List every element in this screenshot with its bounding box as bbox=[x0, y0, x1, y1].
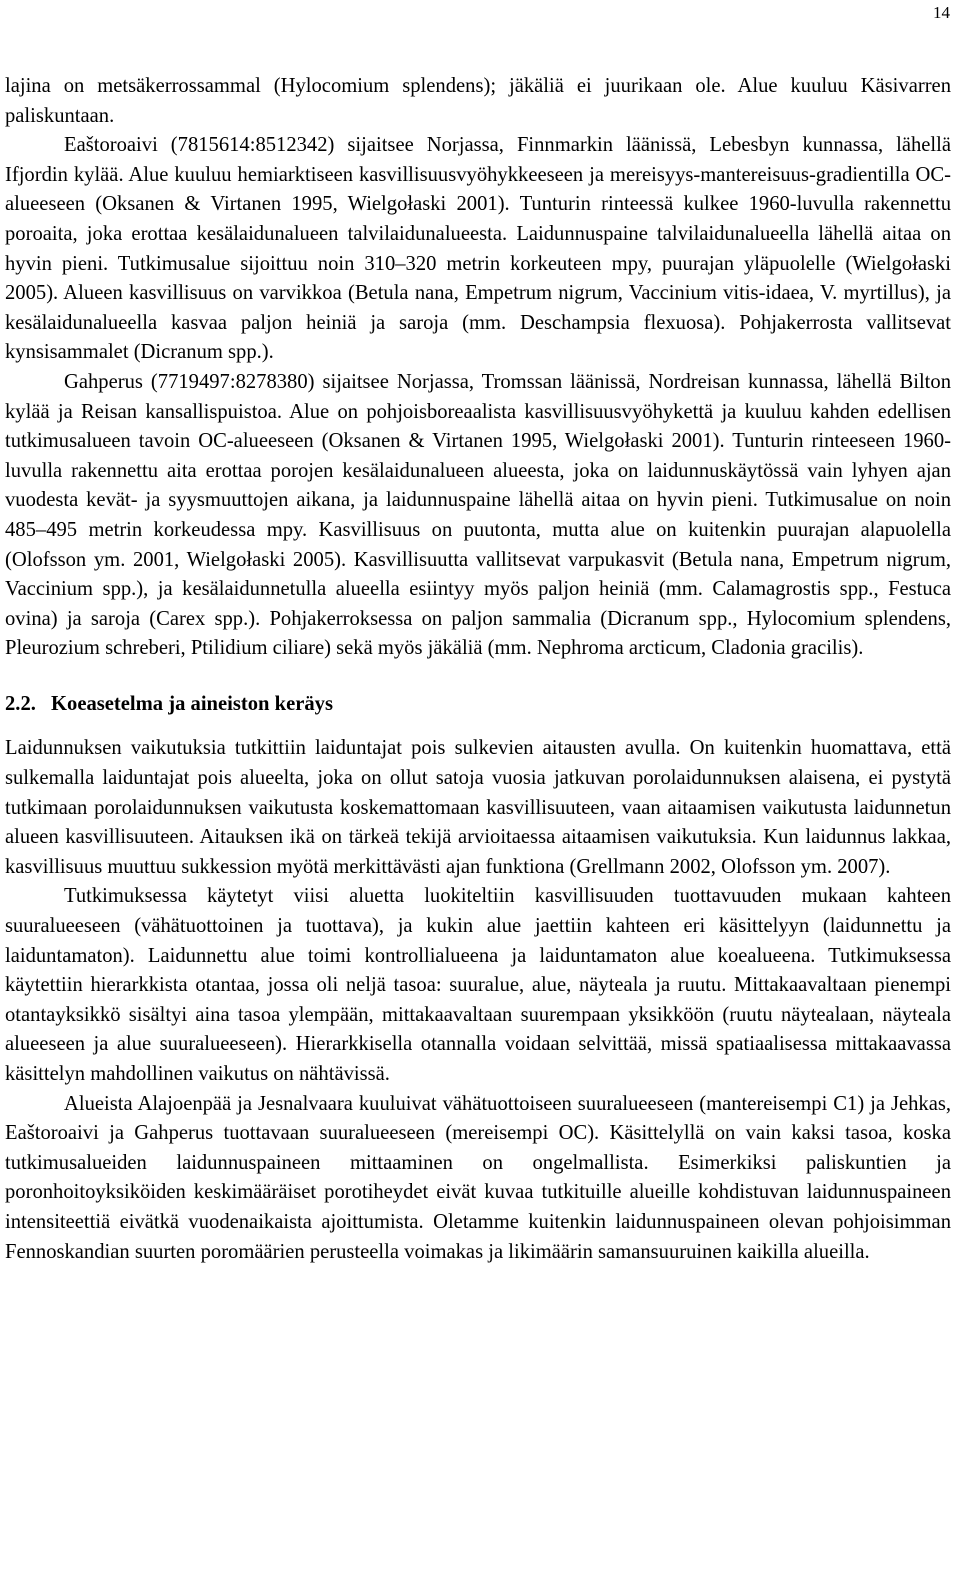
paragraph: Tutkimuksessa käytetyt viisi aluetta luokiteltiin kasvillisuuden tuottavuuden mukaan kahteen suuralueeseen (vähätuottoinen ja tuottava), ja kukin alue jaettiin kahteen eri käsittelyyn (laidunnettu ja laiduntamaton). Laidunnettu alue toimi kontrollialueena ja laiduntamaton alue koealueena. Tutkimuksessa käytettiin hierarkkista otantaa, jossa oli neljä tasoa: suuralue, alue, näyteala ja ruutu. Mittakaavaltaan pienempi otantayksikkö sisältyi aina tasoa ylempään, mittakaavaltaan suurempaan yksikköön (ruutu näytealaan, näyteala alueeseen ja alue suuralueeseen). Hierarkkisella otannalla voidaan selvittää, missä spatiaalisessa mittakaavassa käsittelyn mahdollinen vaikutus on nähtävissä. bbox=[5, 885, 951, 1085]
section-number: 2.2. bbox=[5, 692, 36, 715]
section-title: Koeasetelma ja aineiston keräys bbox=[51, 692, 333, 715]
paragraph: Alueista Alajoenpää ja Jesnalvaara kuuluivat vähätuottoiseen suuralueeseen (mantereisempi C1) ja Jehkas, Eaštoroaivi ja Gahperus tuottavaan suuralueeseen (mereisempi OC). Käsittelyllä on vain kaksi tasoa, koska tutkimusalueiden laidunnuspaineen mittaaminen on ongelmallista. Esimerkiksi paliskuntien ja poronhoitoyksiköiden keskimääräiset porotiheydet eivät kuvaa tutkituille alueille kohdistuvan laidunnuspaineen intensiteettiä eivätkä vuodenaikaista ajoittumista. Oletamme kuitenkin laidunnuspaineen olevan pohjoisimman Fennoskandian suurten poromäärien perusteella voimakas ja likimäärin samansuuruinen kaikilla alueilla. bbox=[5, 1092, 951, 1263]
section-heading bbox=[5, 690, 951, 720]
paragraph: Eaštoroaivi (7815614:8512342) sijaitsee Norjassa, Finnmarkin läänissä, Lebesbyn kunnassa, lähellä Ifjordin kylää. Alue kuuluu hemiarktiseen kasvillisuusvyöhykkeeseen ja mereisyys-mantereisuus-gradientilla OC-alueeseen (Oksanen & Virtanen 1995, Wielgołaski 2001). Tunturin rinteessä kulkee 1960-luvulla rakennettu poroaita, joka erottaa kesälaidunalueen talvilaidunalueesta. Laidunnuspaine talvilaidunalueella lähellä aitaa on hyvin pieni. Tutkimusalue sijoittuu noin 310–320 metrin korkeuteen mpy, puurajan yläpuolelle (Wielgołaski 2005). Alueen kasvillisuus on varvikkoa (Betula nana, Empetrum nigrum, Vaccinium vitis-idaea, V. myrtillus), ja kesälaidunalueella kasvaa paljon heiniä ja saroja (mm. Deschampsia flexuosa). Pohjakerrosta vallitsevat kynsisammalet (Dicranum spp.). bbox=[5, 134, 951, 364]
paragraph: lajina on metsäkerrossammal (Hylocomium splendens); jäkäliä ei juurikaan ole. Alue kuuluu Käsivarren paliskuntaan. bbox=[5, 75, 951, 127]
body-text bbox=[5, 72, 951, 1267]
paragraph: Laidunnuksen vaikutuksia tutkittiin laiduntajat pois sulkevien aitausten avulla. On kuitenkin huomattava, että sulkemalla laiduntajat pois alueelta, joka on ollut satoja vuosia jatkuvan porolaidunnuksen alaisena, ei pystytä tutkimaan porolaidunnuksen vaikutusta koskemattomaan kasvillisuuteen, vaan aitaamisen vaikutusta laidunnetun alueen kasvillisuuteen. Aitauksen ikä on tärkeä tekijä arvioitaessa aitaamisen vaikutuksia. Kun laidunnus lakkaa, kasvillisuus muuttuu sukkession myötä merkittävästi ajan funktiona (Grellmann 2002, Olofsson ym. 2007). bbox=[5, 737, 951, 878]
paragraph: Gahperus (7719497:8278380) sijaitsee Norjassa, Tromssan läänissä, Nordreisan kunnassa, lähellä Bilton kylää ja Reisan kansallispuistoa. Alue on pohjoisboreaalista kasvillisuusvyöhykettä ja kuuluu kahden edellisen tutkimusalueen tavoin OC-alueeseen (Oksanen & Virtanen 1995, Wielgołaski 2001). Tunturin rinteeseen 1960-luvulla rakennettu aita erottaa porojen kesälaidunalueen alueesta, joka on laidunnuskäytössä vain lyhyen ajan vuodesta kevät- ja syysmuuttojen aikana, ja laidunnuspaine lähellä aitaa on hyvin pieni. Tutkimusalue on noin 485–495 metrin korkeudessa mpy. Kasvillisuus on puutonta, mutta alue on kuitenkin puurajan alapuolella (Olofsson ym. 2001, Wielgołaski 2005). Kasvillisuutta vallitsevat varpukasvit (Betula nana, Empetrum nigrum, Vaccinium spp.), ja kesälaidunnetulla alueella esiintyy myös paljon heiniä (mm. Calamagrostis spp., Festuca ovina) ja saroja (Carex spp.). Pohjakerroksessa on paljon sammalia (Dicranum spp., Hylocomium splendens, Pleurozium schreberi, Ptilidium ciliare) sekä myös jäkäliä (mm. Nephroma arcticum, Cladonia gracilis). bbox=[5, 370, 951, 660]
page-number: 14 bbox=[933, 3, 950, 22]
